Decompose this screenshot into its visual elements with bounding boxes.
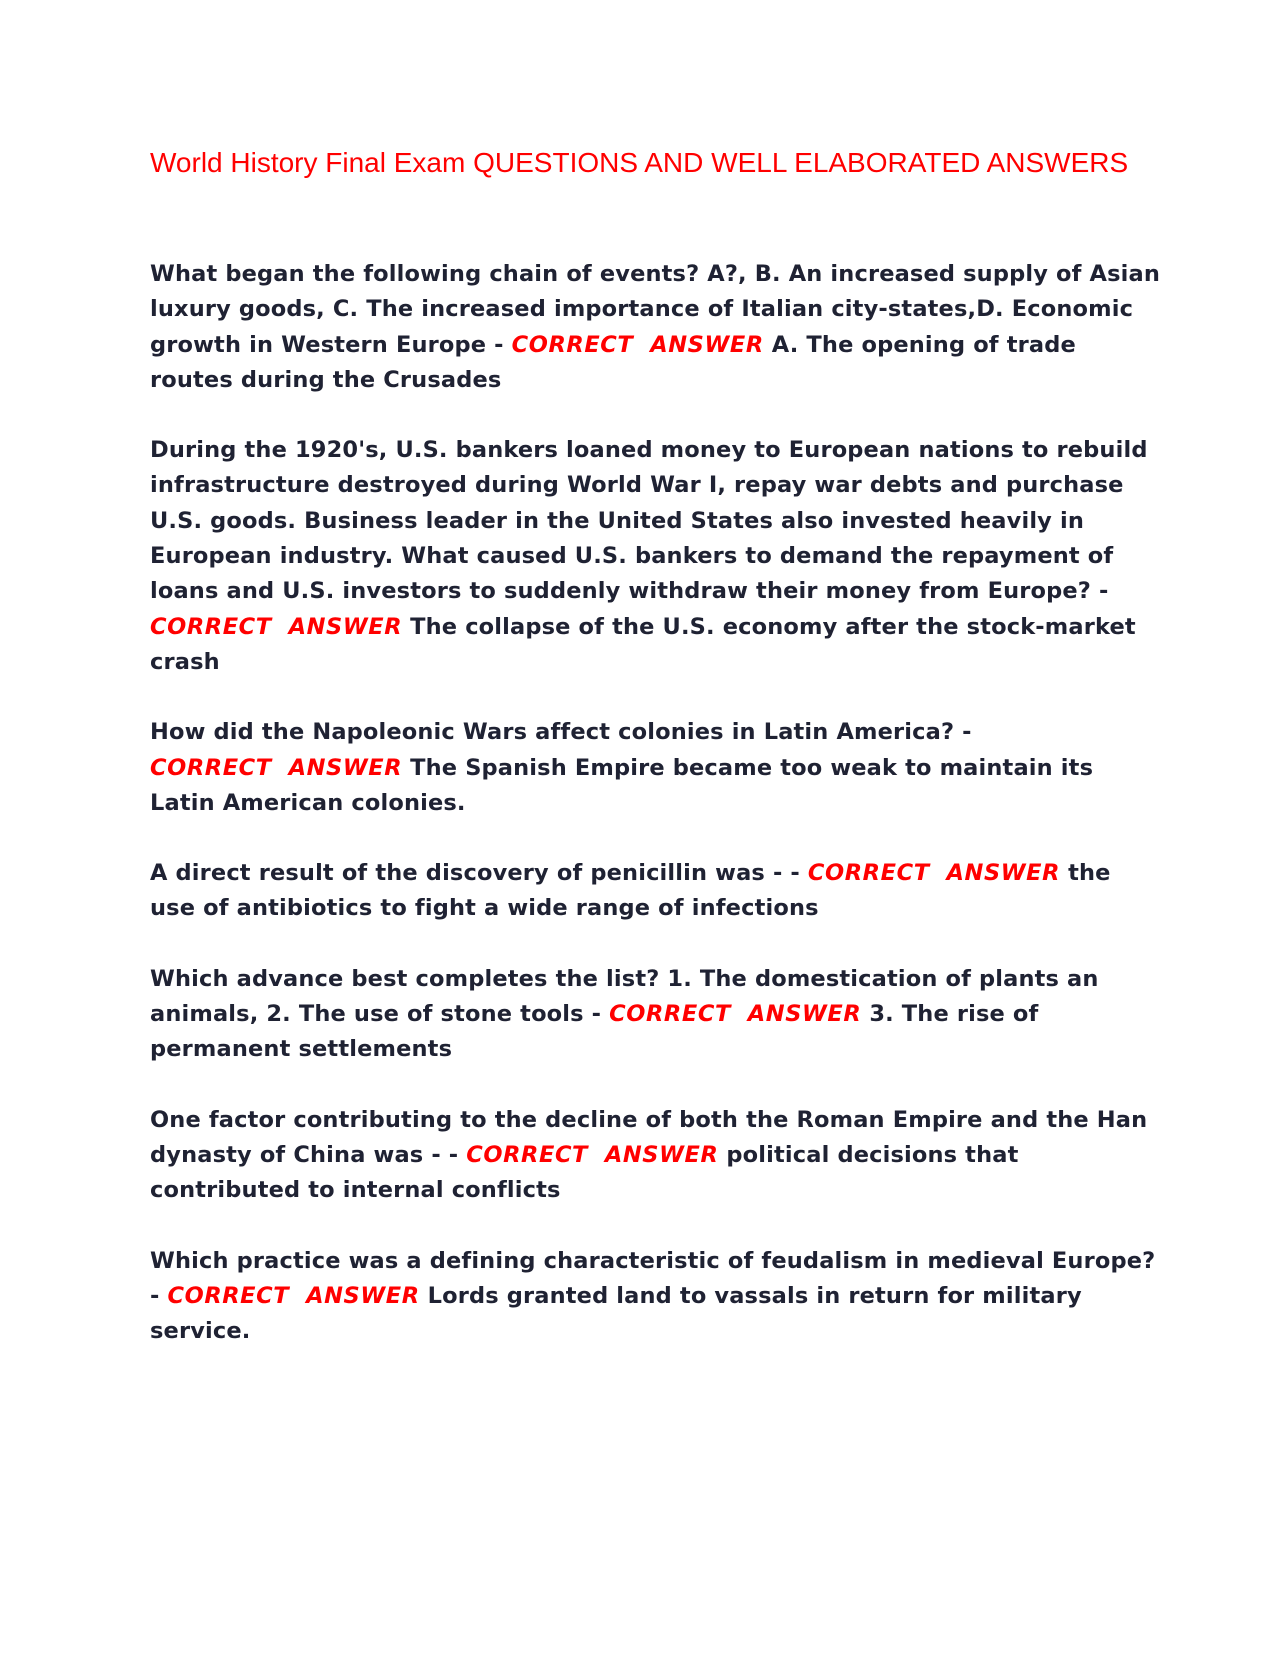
document-page xyxy=(150,145,1160,1384)
question-text: What began the following chain of events? A?, B. An increased supply of Asian luxury goods, C. The increased importance of Italian city-states,D. Economic growth in Western Europe xyxy=(150,261,1161,358)
correct-answer-label: CORRECT ANSWER xyxy=(511,331,764,358)
question-text: A direct result of the discovery of penicillin was - xyxy=(150,860,783,887)
separator: - xyxy=(440,1141,467,1168)
qa-item-5 xyxy=(150,962,1160,1068)
separator: - xyxy=(1091,578,1109,605)
question-text: How did the Napoleonic Wars affect colonies in Latin America? xyxy=(150,719,955,746)
question-text: Which practice was a defining characteristic of feudalism in medieval Europe? xyxy=(150,1247,1156,1274)
qa-item-7 xyxy=(150,1244,1160,1350)
correct-answer-label: CORRECT ANSWER xyxy=(150,613,403,640)
correct-answer-label: CORRECT ANSWER xyxy=(609,1001,862,1028)
separator: - xyxy=(954,719,972,746)
qa-item-2 xyxy=(150,433,1160,680)
correct-answer-label: CORRECT ANSWER xyxy=(167,1282,420,1309)
answer-text: Lords granted land to vassals in return for military service. xyxy=(150,1282,1082,1345)
correct-answer-label: CORRECT ANSWER xyxy=(807,860,1061,887)
correct-answer-label: CORRECT ANSWER xyxy=(150,754,403,781)
document-title: World History Final Exam QUESTIONS AND WELL ELABORATED ANSWERS xyxy=(150,147,1129,178)
answer-text: the use of antibiotics to fight a wide range of infections xyxy=(150,860,1111,922)
qa-item-1 xyxy=(150,257,1160,398)
question-text: One factor contributing to the decline of both the Roman Empire and the Han dynasty of China was - xyxy=(150,1106,1148,1168)
qa-item-4 xyxy=(150,856,1160,927)
answer-text: A. The opening of trade routes during the Crusades xyxy=(150,331,1076,393)
separator: - xyxy=(486,331,512,358)
separator: - xyxy=(583,1001,610,1028)
qa-item-6 xyxy=(150,1103,1160,1209)
separator: - xyxy=(150,1282,168,1309)
answer-text: 3. The rise of permanent settlements xyxy=(150,1001,1039,1063)
question-text: During the 1920's, U.S. bankers loaned money to European nations to rebuild infrastructure destroyed during World War I, repay war debts and purchase U.S. goods. Business leader in the United States also invested heavily in European industry. What caused U.S. bankers to demand the repayment of loans and U.S. investors to suddenly withdraw their money from Europe? xyxy=(150,437,1148,605)
separator: - xyxy=(782,860,808,887)
correct-answer-label: CORRECT ANSWER xyxy=(466,1141,719,1168)
answer-text: political decisions that contributed to internal conflicts xyxy=(150,1141,1019,1204)
answer-text: The collapse of the U.S. economy after the stock-market crash xyxy=(150,613,1136,675)
question-text: Which advance best completes the list? 1. The domestication of plants an animals, 2. The use of stone tools xyxy=(150,965,1099,1028)
qa-item-3 xyxy=(150,715,1160,821)
answer-text: The Spanish Empire became too weak to maintain its Latin American colonies. xyxy=(150,754,1094,816)
